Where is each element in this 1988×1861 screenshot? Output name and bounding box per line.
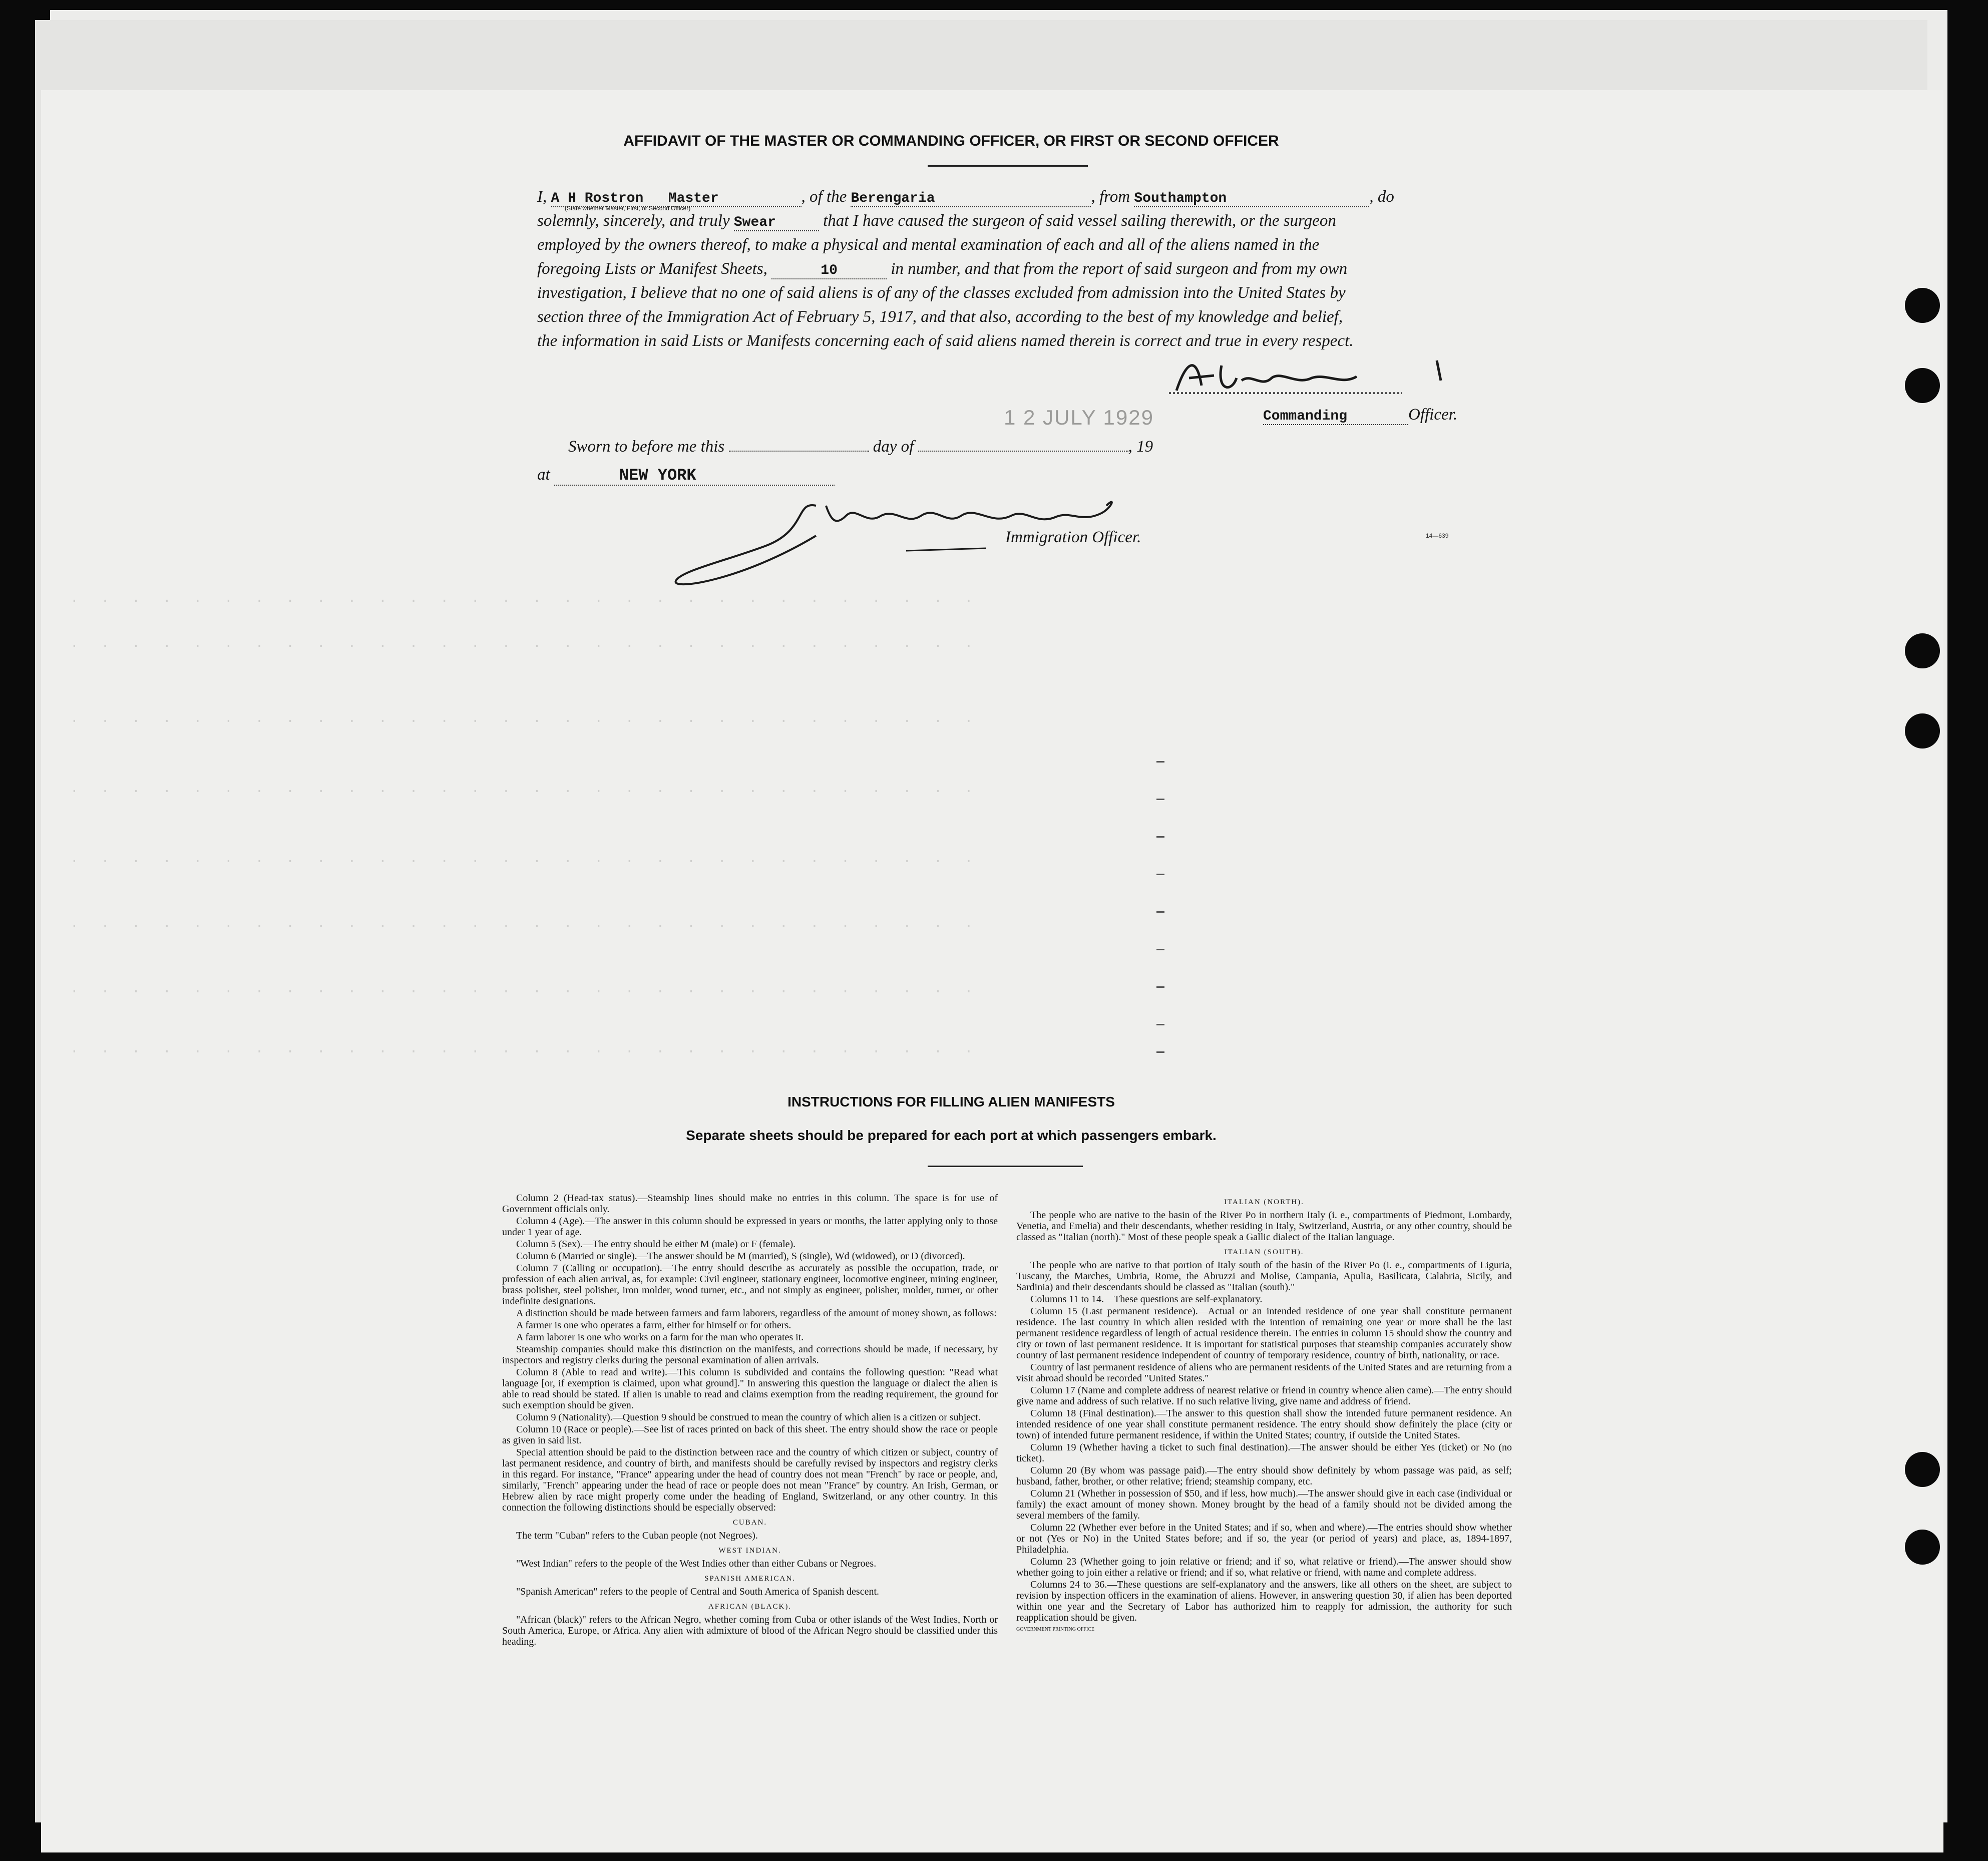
instructions-left-column <box>502 1193 998 1648</box>
instructions-title: INSTRUCTIONS FOR FILLING ALIEN MANIFESTS <box>787 1094 1115 1109</box>
bleed-through-text: . . . . . . . . . . . . . . . . . . . . . . . . . . . . . . <box>70 781 980 795</box>
punch-hole <box>1905 288 1940 323</box>
instruction-paragraph: Steamship companies should make this distinction on the manifests, and corrections should be made, if necessary, by inspectors and registry clerks during the personal examination of alien arrivals. <box>502 1344 998 1366</box>
instructions-right-column <box>1016 1193 1512 1636</box>
instruction-paragraph: Column 7 (Calling or occupation).—The entry should describe as accurately as possible the occupation, trade, or profession of each alien arrival, as, for example: Civil engineer, stationary engineer, locomotive engineer, mining engineer, brass polisher, steel polisher, iron molder, wood turner, etc., and not simply as engineer, polisher, molder, turner, or other indefinite designations. <box>502 1263 998 1307</box>
affidavit-title: AFFIDAVIT OF THE MASTER OR COMMANDING OFFICER, OR FIRST OR SECOND OFFICER <box>623 133 1279 149</box>
instruction-paragraph: Column 18 (Final destination).—The answer to this question shall show the intended future permanent residence. An intended residence of one year shall constitute permanent residence. The entry should show definitely the place (city or town) of intended future permanent residence, if within the United States; country, if outside the United States. <box>1016 1408 1512 1441</box>
oath-pre: solemnly, sincerely, and truly <box>537 212 730 230</box>
sheets-pre: foregoing Lists or Manifest Sheets, <box>537 260 767 278</box>
bleed-through-text: . . . . . . . . . . . . . . . . . . . . . . . . . . . . . . <box>70 711 980 725</box>
instruction-paragraph: Column 22 (Whether ever before in the United States; and if so, when and where).—The entries should show whether or not (Yes or No) in the United States before; and if so, the year (or period of years) and place, as, 1894-1897, Philadelphia. <box>1016 1522 1512 1555</box>
affidavit-line: the information in said Lists or Manifests concerning each of said aliens named therein is correct and true in every respect. <box>537 332 1354 350</box>
dash-mark <box>1156 874 1164 875</box>
african-paragraph: "African (black)" refers to the African Negro, whether coming from Cuba or other islands of the West Indies, North or South America, Europe, or Africa. Any alien with admixture of blood of the African Negro should be classified under this heading. <box>502 1614 998 1647</box>
instruction-paragraph: Column 19 (Whether having a ticket to such final destination).—The answer should be either Yes (ticket) or No (no ticket). <box>1016 1442 1512 1464</box>
instruction-paragraph: Column 2 (Head-tax status).—Steamship lines should make no entries in this column. The space is for use of Government officials only. <box>502 1193 998 1215</box>
master-rank: Master <box>668 191 719 206</box>
sworn-place: NEW YORK <box>619 466 696 485</box>
bleed-through-text: . . . . . . . . . . . . . . . . . . . . . . . . . . . . . . <box>70 1041 980 1055</box>
italian-south-heading: ITALIAN (SOUTH). <box>1224 1248 1304 1256</box>
instruction-paragraph: Column 15 (Last permanent residence).—Actual or an intended residence of one year shall constitute permanent residence. The last country in which alien resided with the intention of remaining one year or more shall be the last permanent residence regardless of length of actual residence therein. The entries in column 15 should show the country and city or town of last permanent residence. It is important for statistical purposes that steamship companies accurately show country of last permanent residence independent of country of temporary residence, country of birth, nationality, or race. <box>1016 1306 1512 1361</box>
spanish-american-heading: SPANISH AMERICAN. <box>704 1575 796 1583</box>
sheet-count: 10 <box>821 263 838 278</box>
instruction-paragraph: Column 23 (Whether going to join relative or friend; and if so, what relative or friend).—The answer should show whether going to join either a relative or friend; and if so, what relative or friend, with name and complete address. <box>1016 1556 1512 1578</box>
dash-mark <box>1156 949 1164 950</box>
officer-title: Commanding <box>1263 409 1348 424</box>
punch-hole <box>1905 368 1940 403</box>
master-signature <box>1166 350 1447 406</box>
bleed-through-text: . . . . . . . . . . . . . . . . . . . . . . . . . . . . . . <box>70 981 980 995</box>
bleed-through-text: . . . . . . . . . . . . . . . . . . . . . . . . . . . . . . <box>70 591 980 605</box>
dash-mark <box>1156 799 1164 800</box>
affidavit-line: employed by the owners thereof, to make a physical and mental examination of each and all of the aliens named in the <box>537 236 1320 254</box>
rank-hint: (State whether Master, First, or Second Officer) <box>565 205 691 212</box>
instruction-paragraph: Column 9 (Nationality).—Question 9 should be construed to mean the country of which alien is a citizen or subject. <box>516 1412 981 1423</box>
vessel-name: Berengaria <box>851 191 935 206</box>
dash-mark <box>1156 1024 1164 1025</box>
of-the-label: , of the <box>801 188 847 206</box>
title-rule <box>928 165 1088 167</box>
italian-south-paragraph: The people who are native to that portion of Italy south of the basin of the River Po (i. e., compartments of Liguria, Tuscany, the Marches, Umbria, Rome, the Abruzzi and Molise, Campania, Apulia, Basilicata, Calabria, Sicily, and Sardinia) and their descendants should be classed as "Italian (south)." <box>1016 1260 1512 1293</box>
do-label: , do <box>1369 188 1394 206</box>
instruction-paragraph: Column 4 (Age).—The answer in this column should be expressed in years or months, the latter applying only to those under 1 year of age. <box>502 1216 998 1238</box>
affidavit-body <box>537 188 1478 358</box>
punch-hole <box>1905 713 1940 749</box>
italian-north-heading: ITALIAN (NORTH). <box>1224 1198 1304 1206</box>
spanish-american-paragraph: "Spanish American" refers to the people of Central and South America of Spanish descent. <box>516 1586 880 1597</box>
bleed-through-text: . . . . . . . . . . . . . . . . . . . . . . . . . . . . . . <box>70 636 980 650</box>
date-stamp: 1 2 JULY 1929 <box>1004 406 1154 429</box>
cuban-heading: CUBAN. <box>732 1519 767 1527</box>
instruction-paragraph: A distinction should be made between farmers and farm laborers, regardless of the amount of money shown, as follows: <box>516 1308 997 1319</box>
oath-post: that I have caused the surgeon of said vessel sailing therewith, or the surgeon <box>823 212 1336 230</box>
african-heading: AFRICAN (BLACK). <box>708 1603 792 1611</box>
bleed-through-text: . . . . . . . . . . . . . . . . . . . . . . . . . . . . . . <box>70 851 980 865</box>
dash-mark <box>1156 986 1164 988</box>
instruction-paragraph: Columns 24 to 36.—These questions are self-explanatory and the answers, like all others on the sheet, are subject to revision by inspection officers in the examination of aliens. However, in answering question 30, if alien has been deported within one year and the Secretary of Labor has authorized him to reapply for admission, the authority for such reapplication should be given. <box>1016 1579 1512 1623</box>
dash-mark <box>1156 836 1164 838</box>
year-label: , 19 <box>1128 438 1153 456</box>
italian-north-paragraph: The people who are native to the basin of the River Po in northern Italy (i. e., compartments of Piedmont, Lombardy, Venetia, and Emelia) and their descendants, whether residing in Italy, Switzerland, Austria, or any other country, should be classed as "Italian (north)." Most of these people speak a Gallic dialect of the Italian language. <box>1016 1210 1512 1243</box>
instruction-paragraph: Column 5 (Sex).—The entry should be either M (male) or F (female). <box>516 1239 796 1250</box>
instruction-paragraph: Column 20 (By whom was passage paid).—The entry should show definitely by whom passage was paid, as self; husband, father, brother, or other relative; friend; steamship company, etc. <box>1016 1465 1512 1487</box>
port-name: Southampton <box>1134 191 1227 206</box>
dash-mark <box>1156 761 1164 763</box>
officer-line <box>537 406 1478 431</box>
form-code: 14—639 <box>1426 532 1449 539</box>
printer-imprint: GOVERNMENT PRINTING OFFICE <box>1016 1627 1094 1632</box>
punch-hole <box>1905 1530 1940 1565</box>
cuban-paragraph: The term "Cuban" refers to the Cuban people (not Negroes). <box>516 1530 758 1541</box>
affidavit-line: section three of the Immigration Act of February 5, 1917, and that also, according to the best of my knowledge and belief, <box>537 308 1343 326</box>
affidavit-i: I, <box>537 188 547 206</box>
instructions-rule <box>928 1166 1083 1167</box>
instruction-paragraph: Column 21 (Whether in possession of $50, and if less, how much).—The answer should give in each case (individual or family) the exact amount of money shown. Money brought by the head of a family should not be divided among the several members of the family. <box>1016 1488 1512 1521</box>
instruction-paragraph: A farm laborer is one who works on a farm for the man who operates it. <box>516 1332 804 1343</box>
instructions-subtitle: Separate sheets should be prepared for each port at which passengers embark. <box>686 1128 1217 1143</box>
dash-mark <box>1156 911 1164 913</box>
instruction-paragraph: Column 8 (Able to read and write).—This column is subdivided and contains the following question: "Read what language [or, if exemption is claimed, upon what ground]." In answering this question the language or dialect the alien is able to read should be stated. If alien is unable to read and claims exemption from the reading requirement, the ground for such exemption should be given. <box>502 1367 998 1411</box>
sworn-block <box>537 438 1478 493</box>
punch-hole <box>1905 1452 1940 1487</box>
bleed-through-text: . . . . . . . . . . . . . . . . . . . . . . . . . . . . . . <box>70 916 980 930</box>
affidavit-line: investigation, I believe that no one of said aliens is of any of the classes excluded from admission into the United States by <box>537 284 1346 302</box>
sworn-label: Sworn to before me this <box>568 438 725 456</box>
instruction-paragraph: Column 17 (Name and complete address of nearest relative or friend in country whence alien came).—The entry should give name and address of such relative. If no such relative living, give name and address of friend. <box>1016 1385 1512 1407</box>
instruction-paragraph: Columns 11 to 14.—These questions are self-explanatory. <box>1030 1294 1263 1305</box>
instruction-paragraph: Column 10 (Race or people).—See list of races printed on back of this sheet. The entry should show the race or people as given in said list. <box>502 1424 998 1446</box>
immigration-officer-label: Immigration Officer. <box>1005 528 1141 546</box>
day-of-label: day of <box>873 438 914 456</box>
west-indian-heading: WEST INDIAN. <box>718 1547 781 1555</box>
west-indian-paragraph: "West Indian" refers to the people of the West Indies other than either Cubans or Negroes. <box>516 1558 877 1569</box>
instruction-paragraph: Special attention should be paid to the distinction between race and the country of which citizen or subject, country of last permanent residence, and country of birth, and manifests should be carefully revised by inspectors and registry clerks in this regard. For instance, "France" appearing under the head of country does not mean "French" by race or people, and, similarly, "French" appearing under the head of race or people does not mean "France" by country. An Irish, German, or Hebrew alien by race might properly come under the heading of England, Switzerland, or any other country. In this connection the following distinctions should be especially observed: <box>502 1447 998 1513</box>
instruction-paragraph: Column 6 (Married or single).—The answer should be M (married), S (single), Wd (widowed), or D (divorced). <box>516 1251 965 1262</box>
dash-mark <box>1156 1051 1164 1053</box>
from-label: , from <box>1091 188 1130 206</box>
sheets-post: in number, and that from the report of said surgeon and from my own <box>891 260 1348 278</box>
officer-suffix: Officer. <box>1408 406 1458 424</box>
immigration-officer-line <box>537 528 1478 548</box>
at-label: at <box>537 466 550 484</box>
punch-hole <box>1905 633 1940 668</box>
master-name: A H Rostron <box>551 191 644 206</box>
instruction-paragraph: A farmer is one who operates a farm, either for himself or for others. <box>516 1320 791 1331</box>
oath-word: Swear <box>733 215 776 230</box>
instruction-paragraph: Country of last permanent residence of aliens who are permanent residents of the United States and are returning from a visit abroad should be recorded "United States." <box>1016 1362 1512 1384</box>
